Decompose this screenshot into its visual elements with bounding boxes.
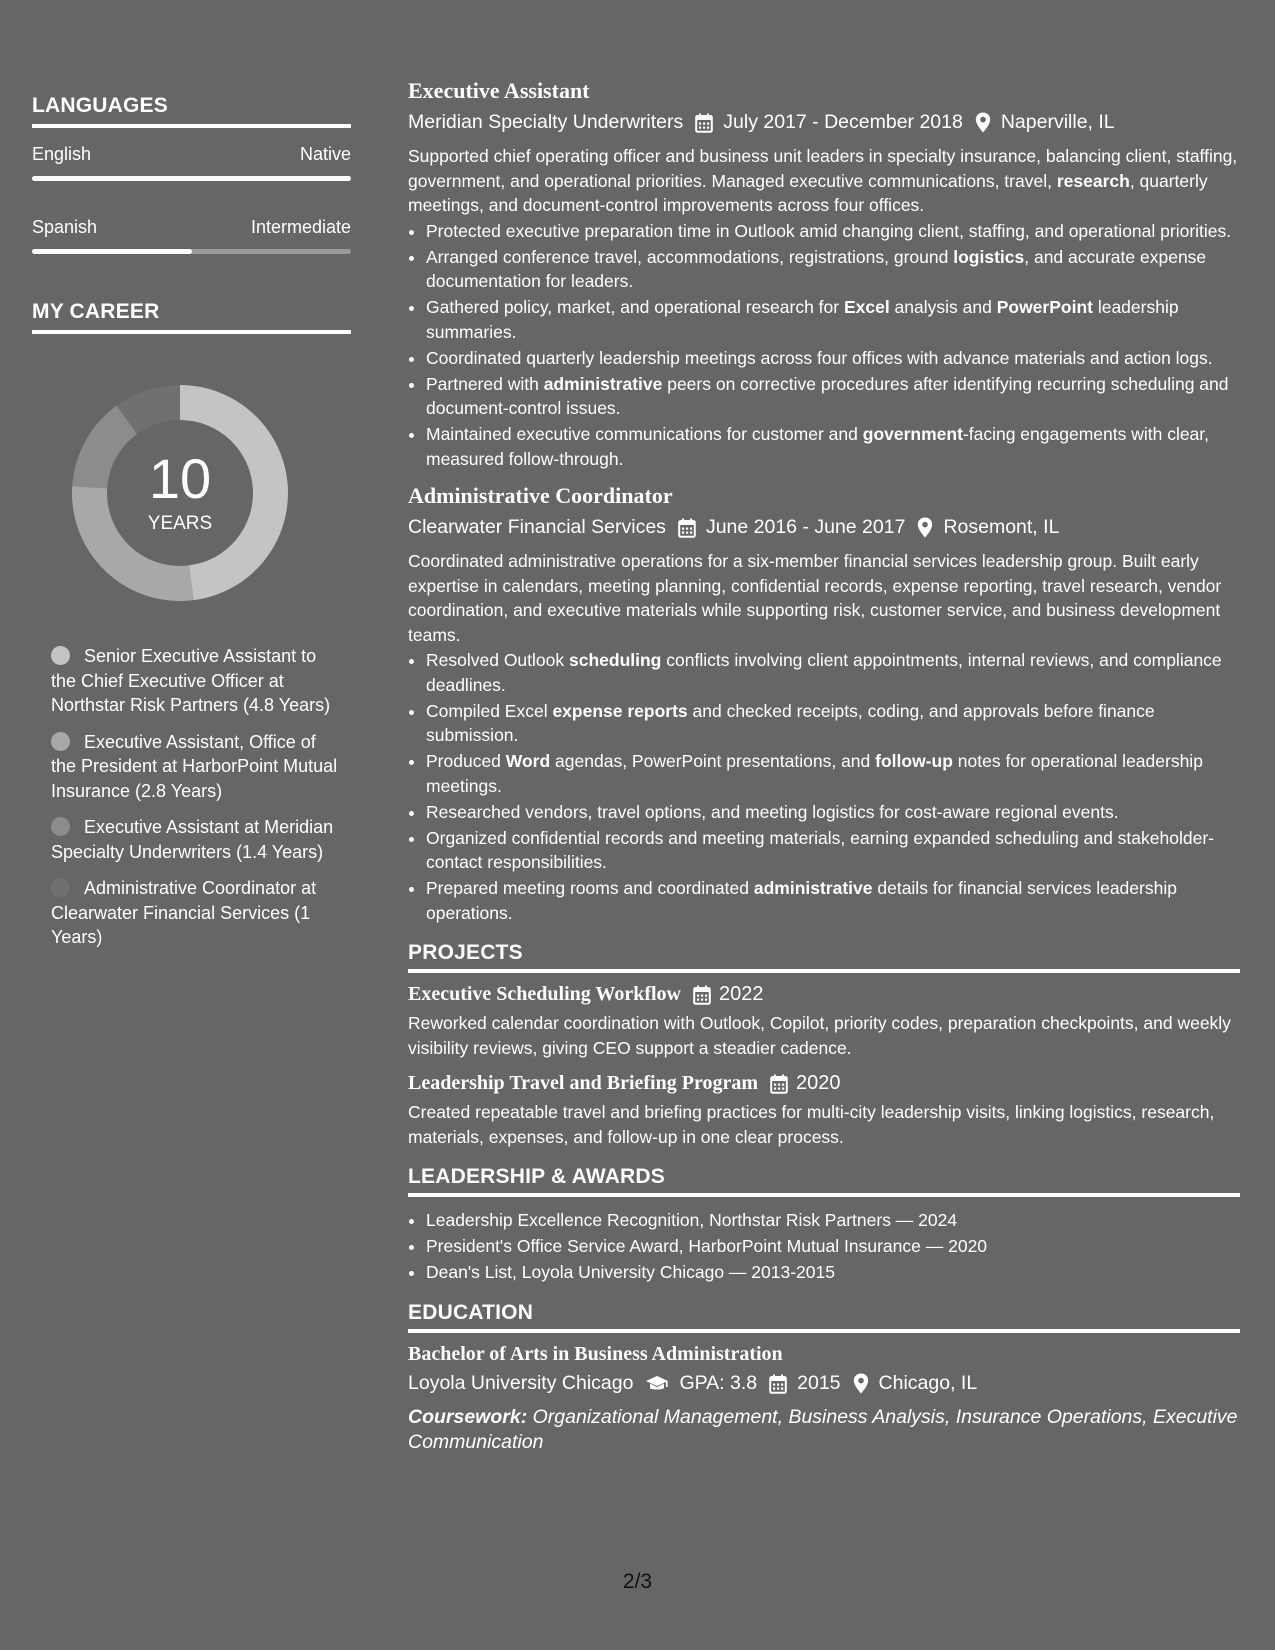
bullet-item xyxy=(426,372,1240,421)
coursework-text: Organizational Management, Business Analysis, Insurance Operations, Executive Communication xyxy=(408,1406,1238,1453)
project-title-row xyxy=(408,1072,1240,1095)
keyword: research xyxy=(1056,170,1130,191)
language-level: Native xyxy=(299,144,351,164)
text-run: Compiled Excel xyxy=(426,700,553,721)
text-run: Gathered policy, market, and operational research for xyxy=(426,297,844,317)
text-run: Coordinated administrative operations for a six-member financial services leadership group. Built early expertise in calendars, meeting planning, confidential records, expense reporting, travel research, vendor coordination, and executive materials while supporting risk, customer service, and business development teams. xyxy=(408,551,1222,645)
job-dates: June 2016 - June 2017 xyxy=(705,516,906,538)
text-run: analysis and xyxy=(889,297,997,317)
text-run: details for financial services leadership operations. xyxy=(426,878,1177,923)
company-name: Meridian Specialty Underwriters xyxy=(408,111,684,133)
text-run: agendas, PowerPoint presentations, and xyxy=(550,751,876,771)
text-run: Partnered with xyxy=(426,373,544,394)
text-run: conflicts involving client appointments, internal reviews, and compliance deadlines. xyxy=(426,650,1222,695)
keyword: administrative xyxy=(543,373,663,394)
project-description: Reworked calendar coordination with Outlook, Copilot, priority codes, preparation checkpoints, and weekly visibility reviews, giving CEO support a steadier cadence. xyxy=(408,1013,1231,1058)
job-meta xyxy=(408,516,1240,539)
keyword: PowerPoint xyxy=(996,297,1093,317)
language-proficiency-bar xyxy=(32,176,351,181)
keyword: Word xyxy=(505,751,551,771)
languages-list xyxy=(32,144,351,254)
text-run: Protected executive preparation time in Outlook amid changing client, staffing, and operational priorities. xyxy=(426,220,1232,241)
project-title: Executive Scheduling Workflow xyxy=(408,983,681,1005)
bullet-item xyxy=(426,422,1240,471)
career-item xyxy=(51,876,351,950)
company-name: Clearwater Financial Services xyxy=(408,516,666,538)
keyword: expense reports xyxy=(552,700,688,721)
education-meta xyxy=(408,1372,1240,1395)
legend-dot-icon xyxy=(51,817,70,836)
text-run: Prepared meeting rooms and coordinated xyxy=(426,878,754,898)
languages-heading: LANGUAGES xyxy=(32,94,351,128)
text-run: leadership summaries. xyxy=(426,297,1179,342)
legend-dot-icon xyxy=(51,878,70,897)
text-run: Maintained executive communications for customer and xyxy=(426,424,863,444)
award-item: • Leadership Excellence Recognition, Northstar Risk Partners — 2024 xyxy=(426,1207,1240,1233)
text-run: Produced xyxy=(426,751,506,771)
keyword: follow-up xyxy=(875,751,953,771)
job-summary xyxy=(408,144,1240,218)
keyword: logistics xyxy=(953,246,1025,267)
career-item xyxy=(51,730,351,804)
main-content xyxy=(408,78,1240,1454)
keyword: Excel xyxy=(843,297,890,317)
text-run: notes for operational leadership meetings. xyxy=(426,751,1203,796)
job-title: Administrative Coordinator xyxy=(408,483,673,508)
bullet-item xyxy=(426,800,1240,825)
keyword: administrative xyxy=(753,878,873,898)
projects-list xyxy=(408,983,1240,1149)
map-pin-icon xyxy=(975,112,991,133)
job-bullets xyxy=(408,648,1240,925)
text-run: Arranged conference travel, accommodations, registrations, ground xyxy=(426,246,954,267)
career-item-label: Senior Executive Assistant to the Chief Executive Officer at Northstar Risk Partners (4.8 Years) xyxy=(51,646,331,715)
language-proficiency-bar xyxy=(32,249,351,254)
keyword: government xyxy=(862,424,963,444)
calendar-icon xyxy=(769,1374,787,1394)
language-row xyxy=(32,144,351,165)
awards-list xyxy=(408,1207,1240,1285)
coursework-label: Coursework: xyxy=(408,1406,528,1428)
text-run: Organized confidential records and meeting materials, earning expanded scheduling and stakeholder-contact responsibilities. xyxy=(426,827,1214,872)
bullet-item xyxy=(426,699,1240,748)
job-entry xyxy=(408,483,1240,925)
legend-dot-icon xyxy=(51,732,70,751)
education-year: 2015 xyxy=(797,1372,841,1394)
project-description: Created repeatable travel and briefing practices for multi-city leadership visits, linking logistics, research, materials, expenses, and follow-up in one clear process. xyxy=(408,1102,1215,1147)
job-entry xyxy=(408,78,1240,471)
bullet-item xyxy=(426,346,1240,371)
map-pin-icon xyxy=(853,1373,869,1394)
text-run: Resolved Outlook xyxy=(426,650,569,670)
job-title: Executive Assistant xyxy=(408,78,590,103)
graduation-cap-icon xyxy=(645,1375,669,1393)
language-name: Spanish xyxy=(32,217,98,237)
text-run: Supported chief operating officer and business unit leaders in specialty insurance, balancing client, staffing, government, and operational priorities. Managed executive communications, travel, xyxy=(408,146,1238,191)
language-proficiency-fill xyxy=(32,176,351,181)
career-item-label: Executive Assistant at Meridian Specialty Underwriters (1.4 Years) xyxy=(51,817,334,862)
bullet-item xyxy=(426,245,1240,294)
text-run: , and accurate expense documentation for leaders. xyxy=(426,246,1207,291)
education-heading: EDUCATION xyxy=(408,1301,1240,1333)
language-proficiency-fill xyxy=(32,249,192,254)
page-number: 2/3 xyxy=(622,1570,653,1593)
job-bullets xyxy=(408,219,1240,472)
total-years-label: YEARS xyxy=(147,513,213,534)
text-run: -facing engagements with clear, measured follow-through. xyxy=(426,424,1210,469)
bullet-item xyxy=(426,876,1240,925)
projects-heading: PROJECTS xyxy=(408,941,1240,973)
coursework xyxy=(408,1405,1240,1454)
total-years-value: 10 xyxy=(148,447,212,510)
legend-dot-icon xyxy=(51,646,70,665)
calendar-icon xyxy=(693,985,711,1005)
career-item xyxy=(51,644,351,718)
job-dates: July 2017 - December 2018 xyxy=(723,111,963,133)
career-item xyxy=(51,815,351,864)
project-title: Leadership Travel and Briefing Program xyxy=(408,1072,758,1094)
keyword: scheduling xyxy=(569,650,662,670)
text-run: Researched vendors, travel options, and meeting logistics for cost-aware regional events. xyxy=(426,801,1119,822)
job-location: Rosemont, IL xyxy=(943,516,1060,538)
donut-center xyxy=(65,378,295,608)
map-pin-icon xyxy=(917,517,933,538)
calendar-icon xyxy=(678,518,696,538)
bullet-item xyxy=(426,648,1240,697)
sidebar xyxy=(32,94,351,962)
education-school: Loyola University Chicago xyxy=(408,1372,634,1394)
career-donut-chart xyxy=(65,378,295,608)
text-run: , quarterly meetings, and document-control improvements across four offices. xyxy=(408,170,1208,215)
job-meta xyxy=(408,111,1240,134)
bullet-item xyxy=(426,749,1240,798)
job-location: Naperville, IL xyxy=(1000,111,1115,133)
bullet-item xyxy=(426,826,1240,875)
text-run: peers on corrective procedures after identifying recurring scheduling and document-control issues. xyxy=(426,373,1229,418)
award-item: • Dean's List, Loyola University Chicago — 2013-2015 xyxy=(426,1259,1240,1285)
experience-list xyxy=(408,78,1240,925)
career-item-label: Executive Assistant, Office of the President at HarborPoint Mutual Insurance (2.8 Years) xyxy=(51,731,338,801)
awards-heading: LEADERSHIP & AWARDS xyxy=(408,1165,1240,1197)
language-name: English xyxy=(32,144,92,164)
calendar-icon xyxy=(770,1074,788,1094)
project-year: 2022 xyxy=(719,983,764,1005)
career-heading: MY CAREER xyxy=(32,300,351,334)
calendar-icon xyxy=(695,113,713,133)
language-level: Intermediate xyxy=(250,217,351,237)
text-run: Coordinated quarterly leadership meetings across four offices with advance materials and action logs. xyxy=(426,347,1213,368)
award-item: • President's Office Service Award, HarborPoint Mutual Insurance — 2020 xyxy=(426,1233,1240,1259)
text-run: and checked receipts, coding, and approvals before finance submission. xyxy=(426,700,1155,745)
bullet-item xyxy=(426,219,1240,244)
project-title-row xyxy=(408,983,1240,1006)
career-list xyxy=(51,644,351,950)
language-row xyxy=(32,217,351,238)
job-summary xyxy=(408,549,1240,647)
bullet-item xyxy=(426,295,1240,344)
education-location: Chicago, IL xyxy=(878,1372,978,1394)
career-item-label: Administrative Coordinator at Clearwater Financial Services (1 Years) xyxy=(51,878,317,947)
education-degree: Bachelor of Arts in Business Administration xyxy=(408,1343,783,1365)
education-gpa: GPA: 3.8 xyxy=(679,1372,758,1394)
project-year: 2020 xyxy=(796,1072,841,1094)
